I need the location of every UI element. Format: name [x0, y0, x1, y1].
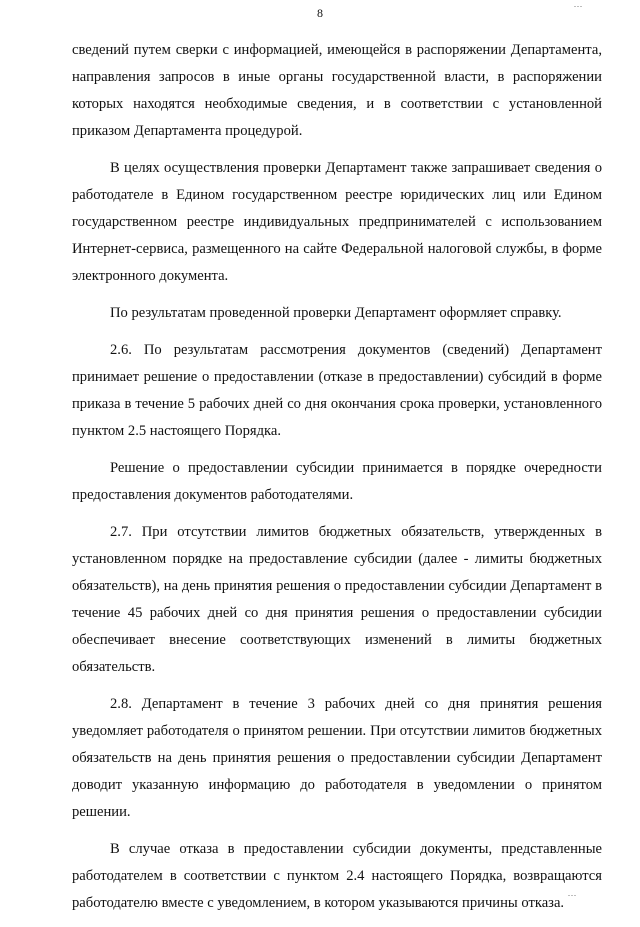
- paragraph-refusal: В случае отказа в предоставлении субсидии документы, представленные работодателем в соответствии с пунктом 2.4 настоящего Порядка, возвращаются работодателю вместе с уведомлением, в котором указываются причины отказа.: [72, 841, 602, 911]
- page-number: 8: [317, 6, 323, 20]
- paragraph-2-8: 2.8. Департамент в течение 3 рабочих дней со дня принятия решения уведомляет работодателя о принятом решении. При отсутствии лимитов бюджетных обязательств на день принятия решения о предоставлении субсидии Департамент доводит указанную информацию до работодателя в уведомлении о принятом решении.: [72, 696, 602, 820]
- paragraph-decision-order: Решение о предоставлении субсидии принимается в порядке очередности предоставления документов работодателями.: [72, 460, 602, 503]
- paragraph-2-7: 2.7. При отсутствии лимитов бюджетных обязательств, утвержденных в установленном порядке на предоставление субсидии (далее - лимиты бюджетных обязательств), на день принятия решения о предоставлении субсидии Департамент в течение 45 рабочих дней со дня принятия решения о предоставлении субсидии обеспечивает внесение соответствующих изменений в лимиты бюджетных обязательств.: [72, 524, 602, 675]
- document-body: [72, 37, 602, 927]
- paragraph-2-6: 2.6. По результатам рассмотрения документов (сведений) Департамент принимает решение о предоставлении (отказе в предоставлении) субсидий в форме приказа в течение 5 рабочих дней со дня окончания срока проверки, установленного пунктом 2.5 настоящего Порядка.: [72, 342, 602, 439]
- paragraph-certificate: По результатам проведенной проверки Департамент оформляет справку.: [110, 305, 562, 321]
- scan-mark-bottom: ...: [568, 889, 577, 898]
- paragraph-verification-request: В целях осуществления проверки Департамент также запрашивает сведения о работодателе в Едином государственном реестре юридических лиц или Едином государственном реестре индивидуальных предпринимателей с использованием Интернет-сервиса, размещенного на сайте Федеральной налоговой службы, в форме электронного документа.: [72, 160, 602, 284]
- paragraph-continuation: сведений путем сверки с информацией, имеющейся в распоряжении Департамента, направления запросов в иные органы государственной власти, в распоряжении которых находятся необходимые сведения, и в соответствии с установленной приказом Департамента процедурой.: [72, 42, 602, 139]
- scan-mark-top: ...: [574, 0, 583, 9]
